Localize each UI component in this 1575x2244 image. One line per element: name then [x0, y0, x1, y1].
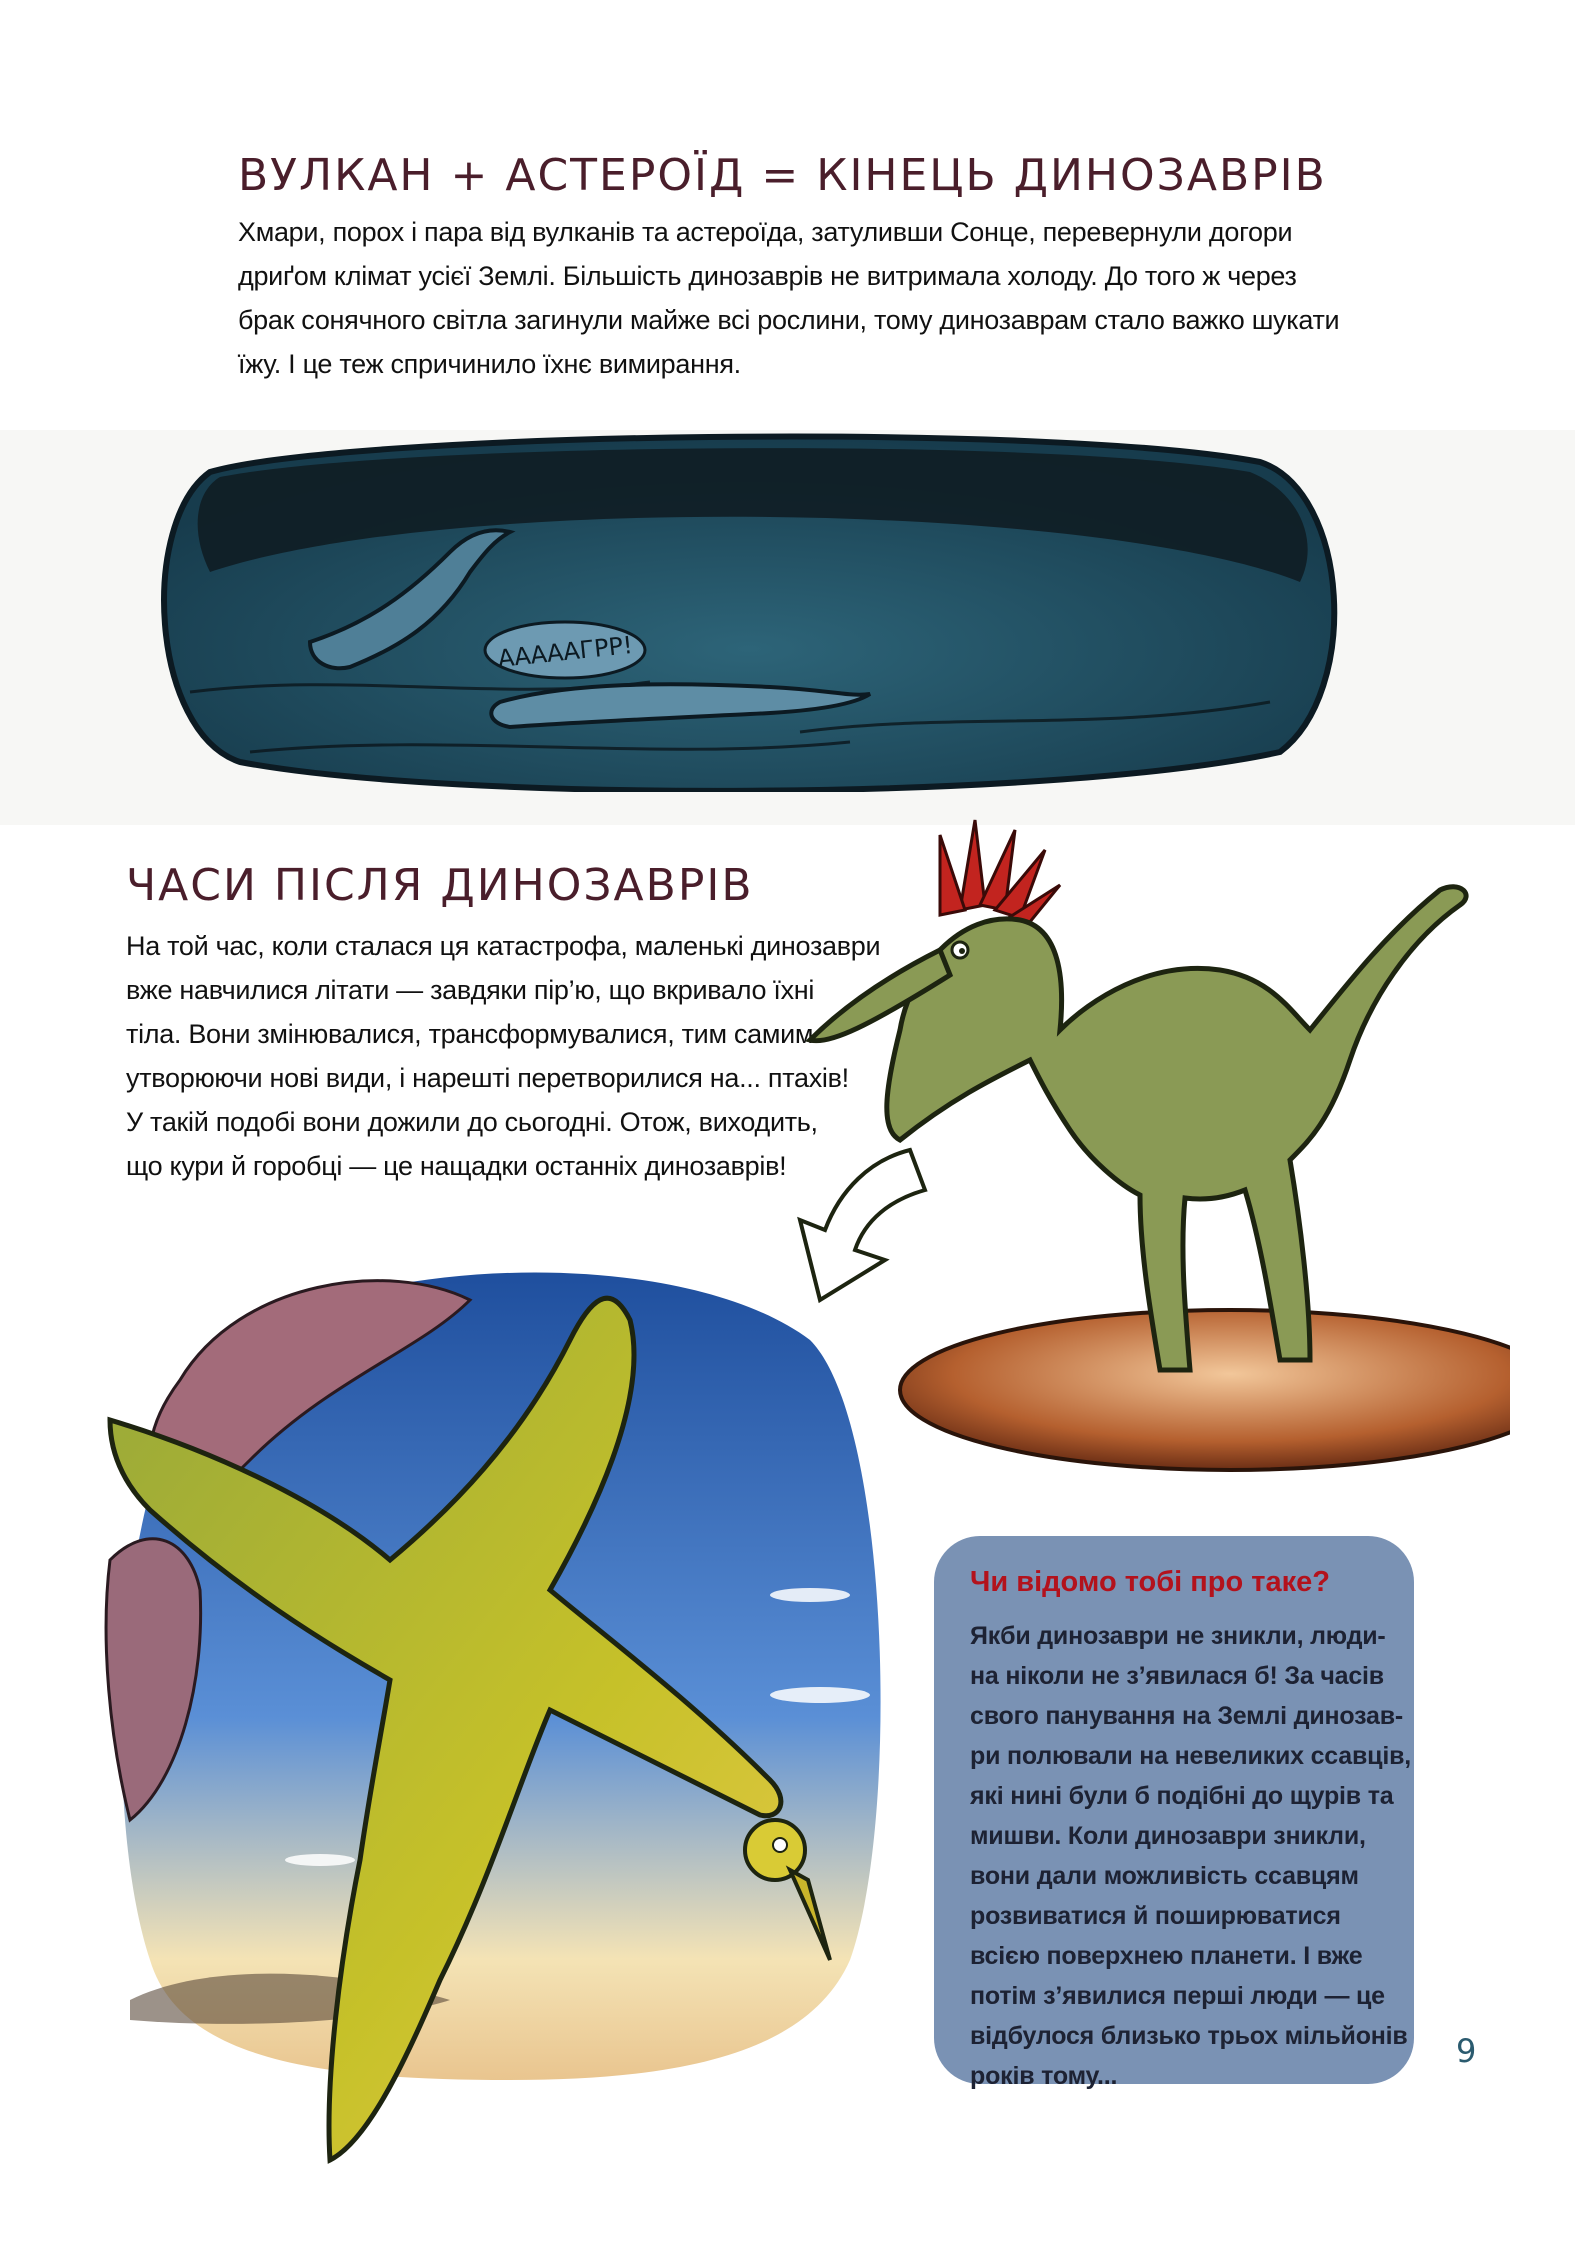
did-you-know-box	[934, 1536, 1414, 2090]
section-text-after-dinosaurs	[126, 924, 881, 1188]
page-number: 9	[1456, 2032, 1477, 2070]
text-line: всією поверхнею планети. І вже	[970, 1942, 1363, 1970]
flying-bird-illustration	[90, 1260, 920, 2180]
text-line: років тому...	[970, 2062, 1118, 2090]
text-line: вже навчилися літати — завдяки пір’ю, що вкривало їхні	[126, 975, 815, 1005]
did-you-know-text	[970, 1616, 1411, 2096]
text-line: дриґом клімат усієї Землі. Більшість динозаврів не витримала холоду. До того ж через	[238, 261, 1297, 291]
text-line: тіла. Вони змінювалися, трансформувалися, тим самим	[126, 1019, 814, 1049]
text-line: їжу. І це теж спричинило їхнє вимирання.	[238, 349, 741, 379]
section-title-after-dinosaurs: ЧАСИ ПІСЛЯ ДИНОЗАВРІВ	[126, 860, 754, 911]
section-text-volcano-asteroid	[238, 210, 1340, 386]
text-line: Якби динозаври не зникли, люди-	[970, 1622, 1386, 1650]
text-line: розвиватися й поширюватися	[970, 1902, 1341, 1930]
speech-bubble-text: АААААГРР!	[496, 630, 634, 673]
text-line: вони дали можливість ссавцям	[970, 1862, 1359, 1890]
did-you-know-title: Чи відомо тобі про таке?	[970, 1566, 1330, 1598]
text-line: що кури й горобці — це нащадки останніх динозаврів!	[126, 1151, 787, 1181]
text-line: на ніколи не з’явилася б! За часів	[970, 1662, 1384, 1690]
section-title-volcano-asteroid: ВУЛКАН + АСТЕРОЇД = КІНЕЦЬ ДИНОЗАВРІВ	[238, 150, 1327, 201]
text-line: У такій подобі вони дожили до сьогодні. Отож, виходить,	[126, 1107, 818, 1137]
text-line: мишви. Коли динозаври зникли,	[970, 1822, 1366, 1850]
text-line: свого панування на Землі динозав-	[970, 1702, 1404, 1730]
text-line: На той час, коли сталася ця катастрофа, маленькі динозаври	[126, 931, 881, 961]
text-line: брак сонячного світла загинули майже всі рослини, тому динозаврам стало важко шукати	[238, 305, 1340, 335]
text-line: утворюючи нові види, і нарешті перетворилися на... птахів!	[126, 1063, 849, 1093]
text-line: які нині були б подібні до щурів та	[970, 1782, 1394, 1810]
night-dinosaurs-illustration	[150, 432, 1350, 792]
text-line: потім з’явилися перші люди — це	[970, 1982, 1385, 2010]
text-line: ри полювали на невеликих ссавців,	[970, 1742, 1411, 1770]
text-line: відбулося близько трьох мільйонів	[970, 2022, 1408, 2050]
text-line: Хмари, порох і пара від вулканів та астероїда, затуливши Сонце, перевернули догори	[238, 217, 1293, 247]
